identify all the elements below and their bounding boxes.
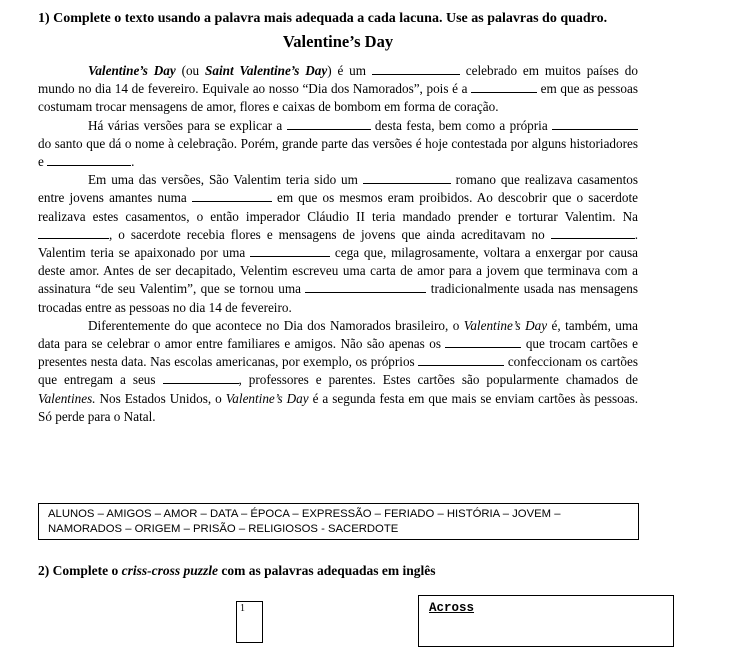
paragraph-2: [38, 117, 638, 172]
term-valentines-day: Valentine’s Day: [463, 317, 548, 333]
paragraph-1: [38, 62, 638, 117]
text-span: celebrado em muitos países do mundo no dia 14 de fevereiro. Equivale ao nosso “Dia dos Namorados”, pois é a: [38, 63, 638, 97]
worksheet-page: [38, 10, 638, 426]
fill-blank[interactable]: [372, 62, 460, 75]
term-saint-valentines-day: Saint Valentine’s Day: [205, 63, 328, 78]
text-span: tradicionalmente usada nas mensagens trocadas entre as pessoas no dia 14 de fevereiro.: [38, 281, 639, 315]
q2-prefix: 2) Complete o: [38, 563, 122, 578]
puzzle-cell[interactable]: [236, 601, 263, 643]
text-span: Diferentemente do que acontece no Dia dos Namorados brasileiro, o: [88, 317, 464, 333]
text-span: .: [131, 154, 135, 170]
word-bank-line-1: ALUNOS – AMIGOS – AMOR – DATA – ÉPOCA – EXPRESSÃO – FERIADO – HISTÓRIA – JOVEM –: [48, 508, 561, 520]
text-span: Em uma das versões, São Valentim teria sido um: [88, 172, 363, 188]
fill-blank[interactable]: [47, 153, 131, 166]
text-span: do santo que dá o nome à celebração. Porém, grande parte das versões é hoje contestada por alguns historiadores e: [38, 135, 638, 170]
text-span: em que as pessoas costumam trocar mensagens de amor, flores e caixas de bombom em forma de coração.: [38, 81, 638, 115]
fill-blank[interactable]: [551, 226, 635, 239]
fill-blank[interactable]: [471, 80, 537, 93]
term-valentines: Valentines.: [38, 390, 96, 406]
fill-blank[interactable]: [192, 189, 272, 202]
term-valentines-day: Valentine’s Day: [225, 390, 309, 406]
text-span: . Valentim teria se apaixonado por uma: [38, 226, 638, 261]
text-span: é, também, uma data para se celebrar o amor entre familiares e amigos. Não são apenas os: [38, 317, 638, 352]
text-span: cega que, milagrosamente, voltara a enxergar por causa deste amor. Antes de ser decapitado, Velentim escreveu uma carta de amor para a jovem que terminava com a assinatura “de seu Valentim”, que se tornou uma: [38, 245, 638, 297]
text-span: Há várias versões para se explicar a: [88, 117, 287, 133]
fill-blank[interactable]: [287, 117, 371, 130]
across-label: Across: [429, 601, 475, 615]
across-clues-box: [418, 595, 674, 647]
word-bank-line-2: NAMORADOS – ORIGEM – PRISÃO – RELIGIOSOS - SACERDOTE: [48, 523, 399, 535]
paragraph-4: [38, 317, 638, 426]
text-span: Nos Estados Unidos, o: [95, 390, 226, 406]
article-title: Valentine’s Day: [282, 32, 394, 51]
question-1-instruction: 1) Complete o texto usando a palavra mais adequada a cada lacuna. Use as palavras do quadro.: [38, 11, 608, 26]
fill-blank[interactable]: [363, 171, 451, 184]
text-span: ) é um: [327, 63, 372, 78]
text-span: desta festa, bem como a própria: [370, 117, 552, 133]
word-bank-box: [38, 503, 639, 540]
text-span: que trocam cartões e presentes nesta data. Nas escolas americanas, por exemplo, os próprios: [38, 336, 638, 370]
text-span: romano que realizava casamentos entre jovens amantes numa: [38, 172, 638, 206]
fill-blank[interactable]: [250, 244, 330, 257]
text-span: (ou: [175, 63, 206, 78]
fill-blank[interactable]: [418, 353, 504, 366]
fill-blank[interactable]: [305, 280, 426, 293]
puzzle-cell-number: 1: [240, 603, 245, 614]
text-span: é a segunda festa em que mais se enviam cartões às pessoas. Só perde para o Natal.: [38, 390, 638, 424]
fill-blank[interactable]: [552, 117, 638, 130]
text-span: em que os mesmos eram proibidos. Ao descobrir que o sacerdote realizava estes casamentos, o então imperador Cláudio II teria mandado prender e torturar Valentim. Na: [38, 190, 638, 224]
fill-blank[interactable]: [38, 226, 109, 239]
question-2-instruction: [38, 563, 436, 579]
fill-blank[interactable]: [445, 335, 521, 348]
text-span: , professores e parentes. Estes cartões são popularmente chamados de: [238, 372, 638, 388]
q2-suffix: com as palavras adequadas em inglês: [218, 563, 436, 578]
fill-blank[interactable]: [163, 371, 239, 384]
text-span: , o sacerdote recebia flores e mensagens de jovens que ainda acreditavam no: [109, 226, 551, 242]
q2-term: criss-cross puzzle: [121, 563, 218, 578]
paragraph-3: [38, 171, 638, 317]
text-span: confeccionam os cartões que entregam a seus: [38, 354, 638, 388]
term-valentines-day: Valentine’s Day: [88, 63, 176, 78]
